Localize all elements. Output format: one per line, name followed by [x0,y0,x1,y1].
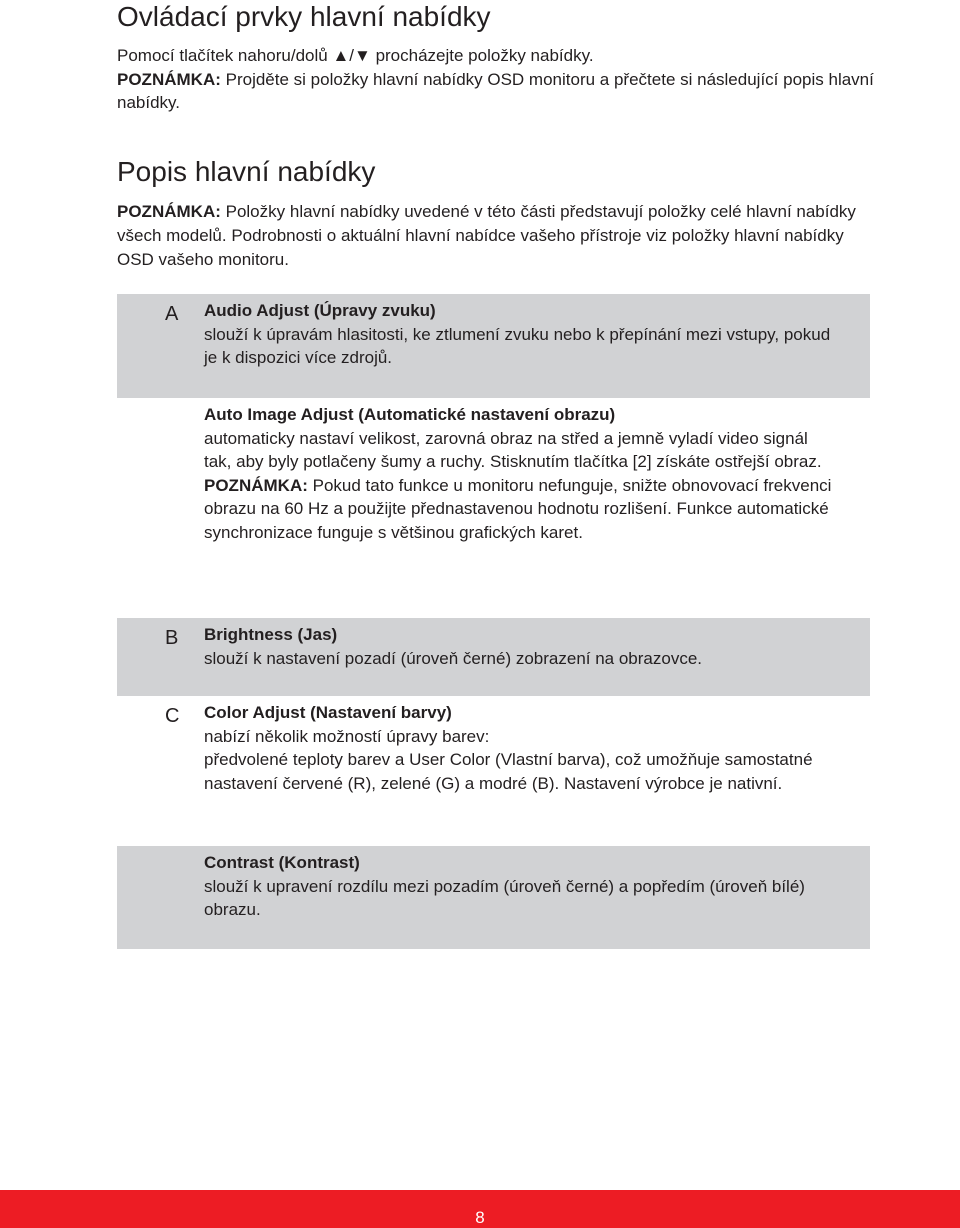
item-title: Color Adjust (Nastavení barvy) [204,703,452,722]
item-letter: A [165,303,179,325]
item-title: Contrast (Kontrast) [204,853,360,872]
menu-item-contrast [117,846,870,949]
note-label: POZNÁMKA: [204,475,308,495]
intro-text-after: procházejte položky nabídky. [370,46,594,65]
item-title: Audio Adjust (Úpravy zvuku) [204,301,436,320]
item-body: slouží k upravení rozdílu mezi pozadím (úroveň černé) a popředím (úroveň bílé) obrazu. [204,876,805,919]
item-body: slouží k úpravám hlasitosti, ke ztlumení zvuku nebo k přepínání mezi vstupy, pokud je k dispozici více zdrojů. [204,324,831,367]
item-body: automaticky nastaví velikost, zarovná obraz na střed a jemně vyladí video signál tak, aby byly potlačeny šumy a ruchy. Stisknutím tlačítka [2] získáte ostřejší obraz. [204,428,822,471]
item-title: Auto Image Adjust (Automatické nastavení obrazu) [204,405,616,424]
item-letter: B [165,627,179,649]
item-entry [204,701,834,795]
section-description [117,200,857,272]
item-body-detail: předvolené teploty barev a User Color (Vlastní barva), což umožňuje samostatné nastavení červené (R), zelené (G) a modré (B). Nastavení výrobce je nativní. [204,750,813,793]
note-label: POZNÁMKA: [117,69,221,89]
note-label: POZNÁMKA: [117,202,221,221]
note-text: Pokud tato funkce u monitoru nefunguje, snižte obnovovací frekvenci obrazu na 60 Hz a použijte přednastavenou hodnotu rozlišení. Funkce automatické synchronizace funguje s většinou grafických karet. [204,475,832,542]
item-body: slouží k nastavení pozadí (úroveň černé) zobrazení na obrazovce. [204,648,703,668]
item-note [204,474,834,545]
item-body: nabízí několik možností úpravy barev: [204,726,490,746]
menu-item-auto-image-adjust [117,398,870,618]
item-title: Brightness (Jas) [204,625,338,644]
item-letter: C [165,705,180,727]
page-number: 8 [475,1208,485,1227]
intro-line [117,44,917,68]
intro [117,44,917,115]
item-entry [204,403,834,544]
note-text: Projděte si položky hlavní nabídky OSD monitoru a přečtete si následující popis hlavní nabídky. [117,69,874,112]
intro-note [117,68,917,115]
menu-item-audio-adjust [117,294,870,398]
item-entry [204,851,834,922]
item-entry [204,623,834,670]
up-down-arrows-icon: ▲/▼ [332,46,371,65]
note-text: Položky hlavní nabídky uvedené v této části představují položky celé hlavní nabídky všech modelů. Podrobnosti o aktuální hlavní nabídce vašeho přístroje viz položky hlavní nabídky OSD vašeho monitoru. [117,202,856,269]
menu-item-color-adjust [117,696,870,846]
page-title: Ovládací prvky hlavní nabídky [117,1,491,32]
menu-item-brightness [117,618,870,696]
section-title: Popis hlavní nabídky [117,156,376,187]
intro-text-before: Pomocí tlačítek nahoru/dolů [117,46,333,65]
item-entry [204,299,834,370]
